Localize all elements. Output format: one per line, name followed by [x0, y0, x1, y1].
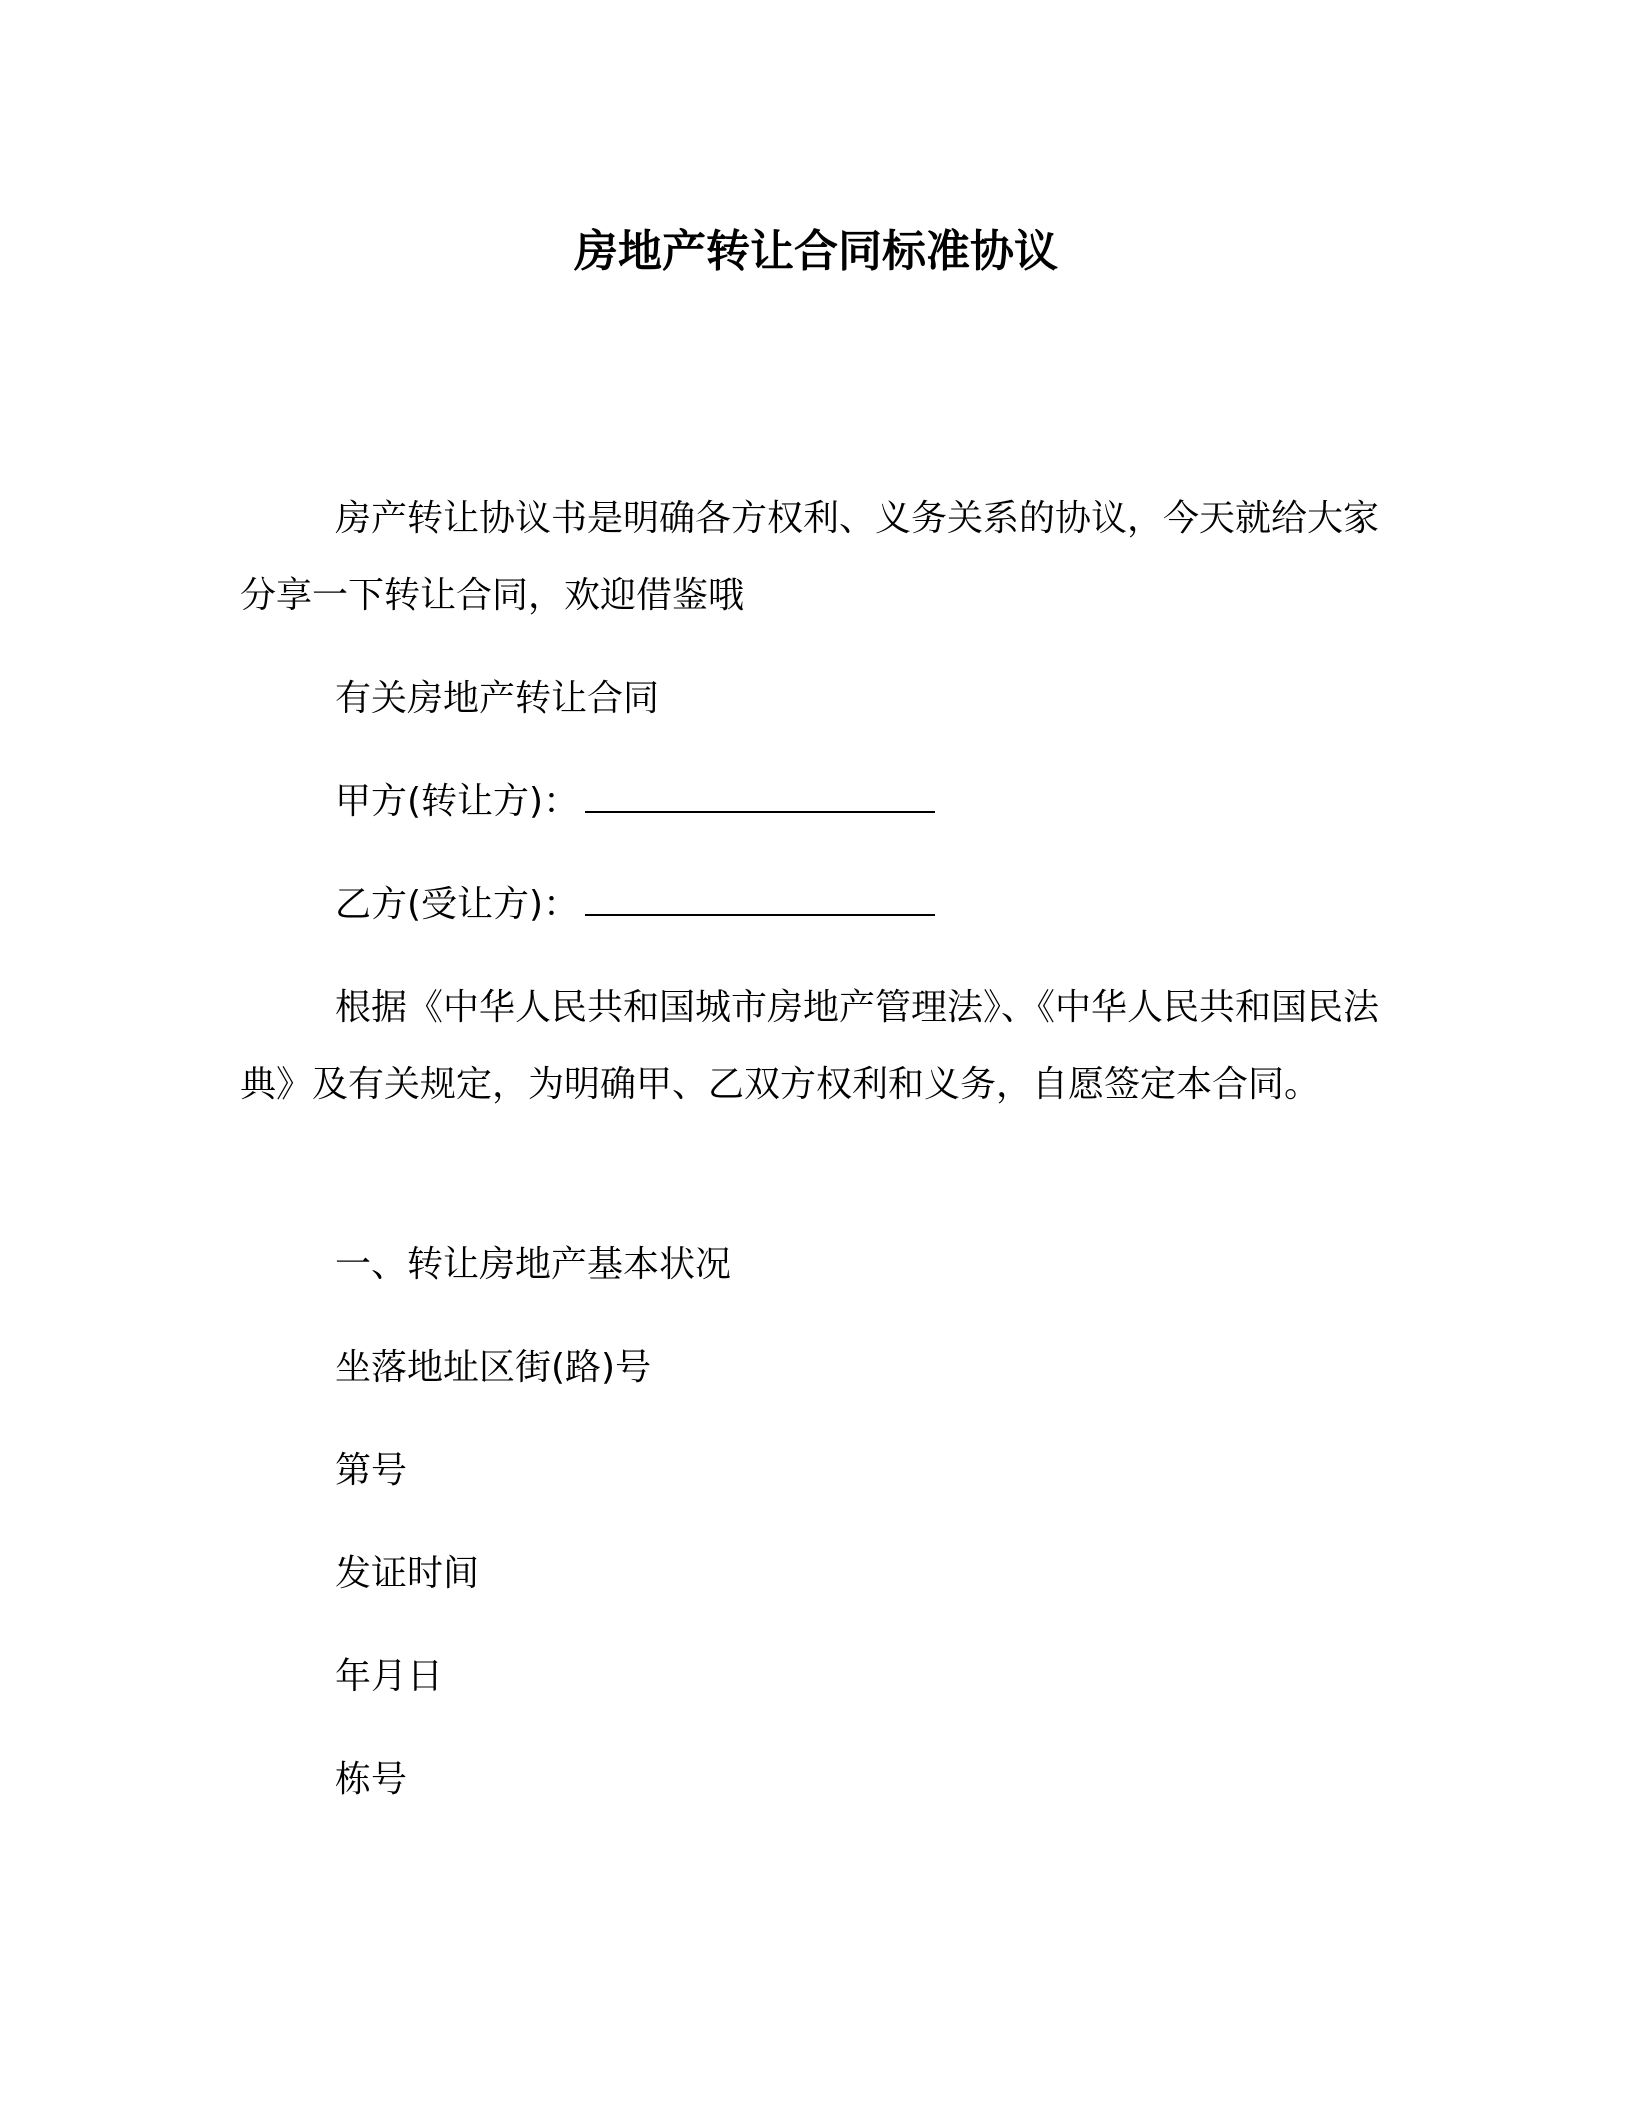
party-b-blank — [585, 874, 935, 916]
field-number: 第号 — [335, 1450, 408, 1491]
party-a-line — [240, 763, 1392, 840]
field-address: 坐落地址区街(路)号 — [335, 1347, 652, 1388]
party-a-label: 甲方(转让方)： — [335, 781, 580, 822]
contract-subtitle: 有关房地产转让合同 — [335, 678, 660, 719]
field-building: 栋号 — [335, 1759, 408, 1800]
party-b-line — [240, 866, 1392, 943]
party-b-label: 乙方(受让方)： — [335, 884, 580, 925]
basis-paragraph: 根据《中华人民共和国城市房地产管理法》、《中华人民共和国民法典》及有关规定，为明确甲、乙双方权利和义务，自愿签定本合同。 — [240, 987, 1380, 1105]
document-title: 房地产转让合同标准协议 — [574, 226, 1058, 277]
party-a-blank — [585, 771, 935, 813]
field-issue-time: 发证时间 — [335, 1553, 480, 1594]
section-1-heading: 一、转让房地产基本状况 — [335, 1244, 732, 1285]
intro-paragraph: 房产转让协议书是明确各方权利、义务关系的协议，今天就给大家分享一下转让合同，欢迎借鉴哦 — [240, 498, 1380, 616]
field-date: 年月日 — [335, 1656, 444, 1697]
